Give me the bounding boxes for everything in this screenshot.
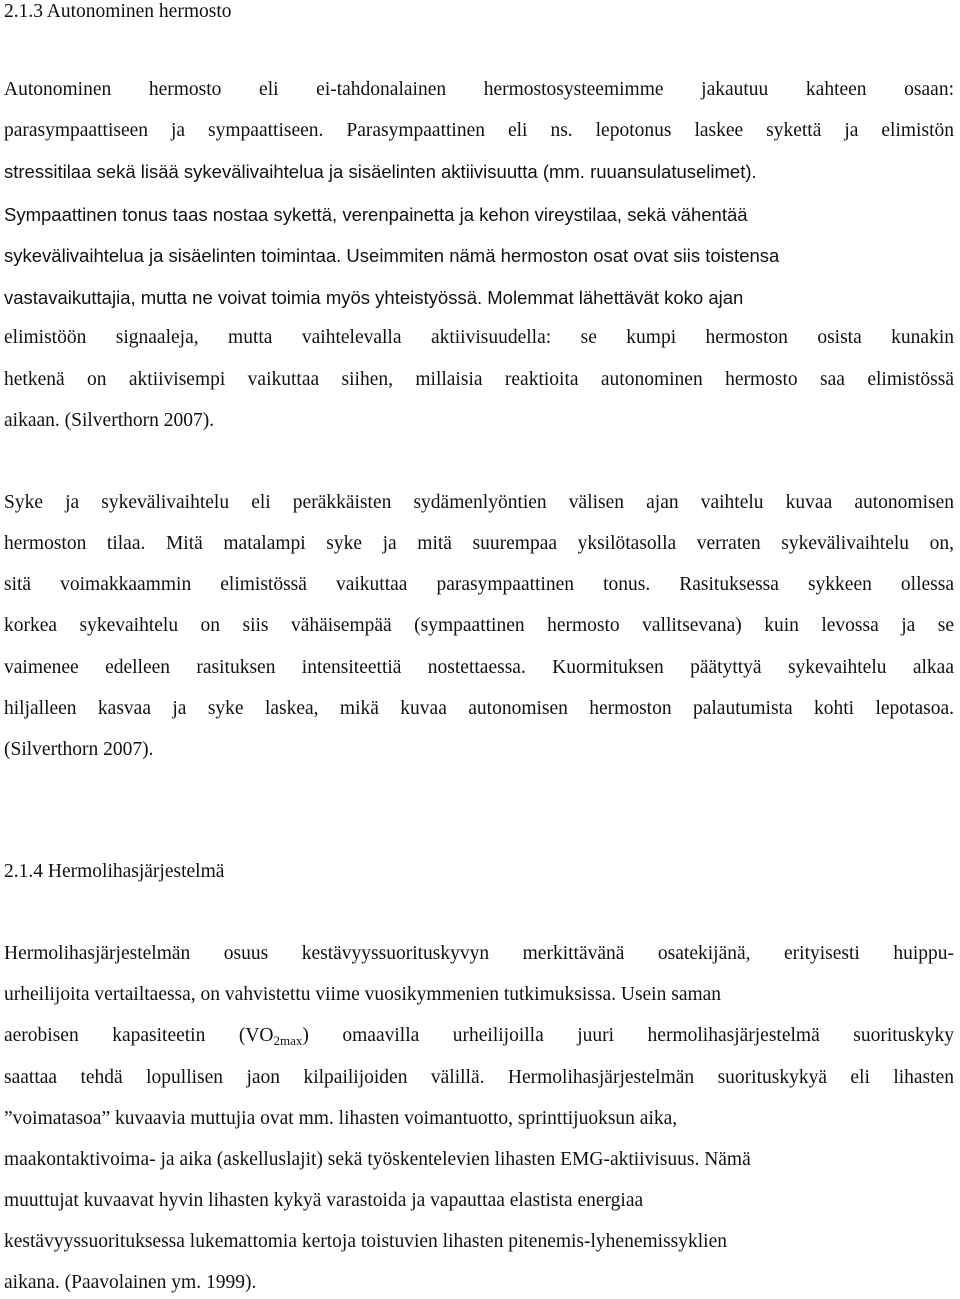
paragraph-line: stressitilaa sekä lisää sykevälivaihtelua ja sisäelinten aktiivisuutta (mm. ruuansulatuselimet). (4, 161, 757, 182)
section-heading-autonomic: 2.1.3 Autonominen hermosto (4, 1, 232, 22)
paragraph-line: vaimenee edelleen rasituksen intensiteettiä nostettaessa. Kuormituksen päätyttyä sykevaihtelu alkaa (4, 657, 954, 678)
paragraph-line: hermoston tilaa. Mitä matalampi syke ja mitä suurempaa yksilötasolla verraten sykevälivaihtelu on, (4, 533, 954, 554)
paragraph-line: Hermolihasjärjestelmän osuus kestävyyssuorituskyvyn merkittävänä osatekijänä, erityisesti huippu- (4, 943, 954, 964)
paragraph-line: ”voimatasoa” kuvaavia muttujia ovat mm. lihasten voimantuotto, sprinttijuoksun aika, (4, 1108, 678, 1129)
section-heading-neuromuscular: 2.1.4 Hermolihasjärjestelmä (4, 861, 225, 882)
paragraph-line: Autonominen hermosto eli ei-tahdonalainen hermostosysteemimme jakautuu kahteen osaan: (4, 79, 954, 100)
paragraph-line: sykevälivaihtelua ja sisäelinten toimintaa. Useimmiten nämä hermoston osat ovat siis toistensa (4, 245, 780, 266)
paragraph-line: Syke ja sykevälivaihtelu eli peräkkäisten sydämenlyöntien välisen ajan vaihtelu kuvaa autonomisen (4, 492, 954, 513)
text-before-sub: aerobisen kapasiteetin (VO (4, 1025, 274, 1046)
paragraph-line: elimistöön signaaleja, mutta vaihtelevalla aktiivisuudella: se kumpi hermoston osista kunakin (4, 327, 954, 348)
text-after-sub: ) omaavilla urheilijoilla juuri hermolihasjärjestelmä suorituskyky (302, 1025, 954, 1046)
paragraph-line: maakontaktivoima- ja aika (askelluslajit) sekä työskentelevien lihasten EMG-aktiivisuus. Nämä (4, 1149, 751, 1170)
vo2max-subscript: 2max (273, 1033, 303, 1048)
paragraph-line: parasympaattiseen ja sympaattiseen. Parasympaattinen eli ns. lepotonus laskee sykettä ja elimistön (4, 120, 954, 141)
paragraph-line: saattaa tehdä lopullisen jaon kilpailijoiden välillä. Hermolihasjärjestelmän suorituskykyä eli lihasten (4, 1067, 954, 1088)
paragraph-line: aikana. (Paavolainen ym. 1999). (4, 1272, 257, 1293)
paragraph-line-vo2max (4, 1024, 954, 1048)
paragraph-line: aikaan. (Silverthorn 2007). (4, 410, 215, 431)
paragraph-line: hiljalleen kasvaa ja syke laskea, mikä kuvaa autonomisen hermoston palautumista kohti lepotasoa. (4, 698, 954, 719)
paragraph-line: hetkenä on aktiivisempi vaikuttaa siihen, millaisia reaktioita autonominen hermosto saa elimistössä (4, 369, 954, 390)
paragraph-line: Sympaattinen tonus taas nostaa sykettä, verenpainetta ja kehon vireystilaa, sekä vähentää (4, 204, 748, 225)
paragraph-line: kestävyyssuorituksessa lukemattomia kertoja toistuvien lihasten pitenemis-lyhenemissyklien (4, 1231, 727, 1252)
paragraph-line: sitä voimakkaammin elimistössä vaikuttaa parasympaattinen tonus. Rasituksessa sykkeen ollessa (4, 574, 954, 595)
paragraph-line: muuttujat kuvaavat hyvin lihasten kykyä varastoida ja vapauttaa elastista energiaa (4, 1190, 644, 1211)
paragraph-line: urheilijoita vertailtaessa, on vahvistettu viime vuosikymmenien tutkimuksissa. Usein saman (4, 984, 722, 1005)
paragraph-line: vastavaikuttajia, mutta ne voivat toimia myös yhteistyössä. Molemmat lähettävät koko ajan (4, 287, 744, 308)
paragraph-line: korkea sykevaihtelu on siis vähäisempää (sympaattinen hermosto vallitsevana) kuin levossa ja se (4, 615, 954, 636)
paragraph-line: (Silverthorn 2007). (4, 739, 154, 760)
